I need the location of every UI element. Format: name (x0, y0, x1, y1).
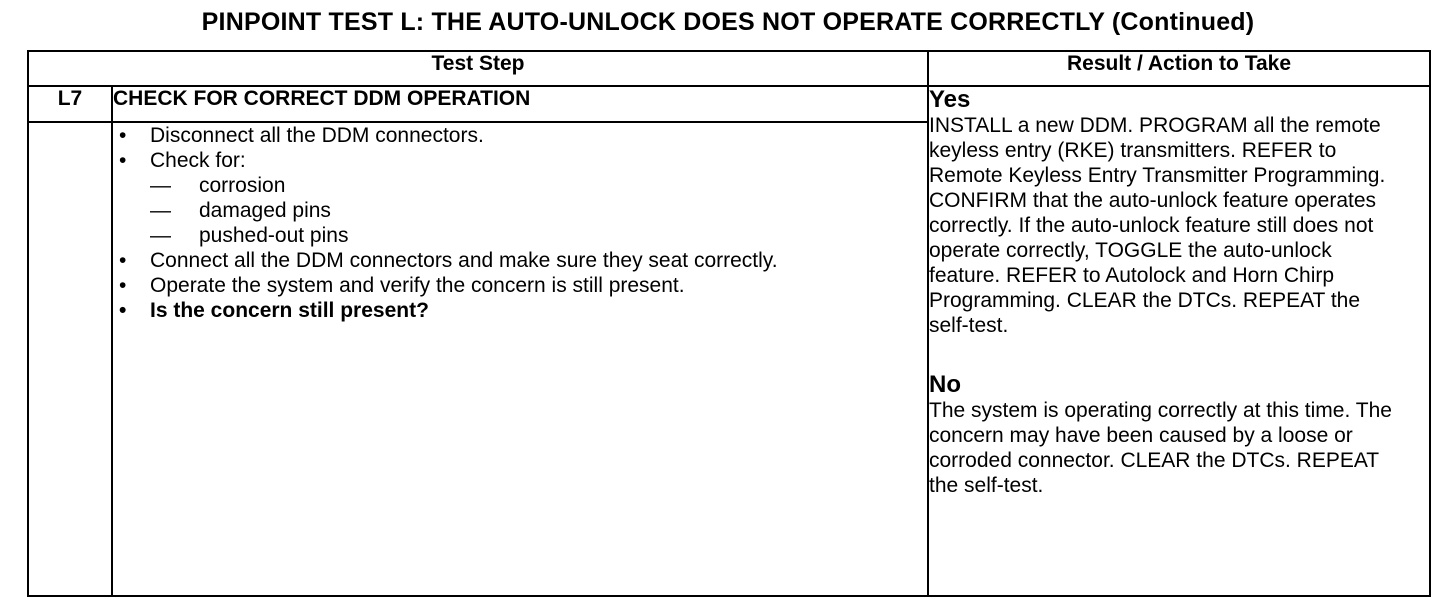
no-action-text: The system is operating correctly at this time. The concern may have been caused by a loose or corroded connector. CLEAR the DTCs. REPEAT the self-test. (929, 399, 1392, 497)
step-id-spacer (28, 122, 112, 596)
bullet-icon: • (119, 124, 127, 147)
sub-list-item: — pushed-out pins (150, 224, 349, 247)
step-title-row (28, 86, 1430, 122)
bullet-icon: • (119, 149, 127, 172)
test-step-header: Test Step (28, 51, 928, 86)
dash-icon: — (150, 199, 171, 222)
bullet-icon: • (119, 274, 127, 297)
sub-list-item: — corrosion (150, 174, 286, 197)
yes-label: Yes (929, 86, 971, 113)
yes-action-text: INSTALL a new DDM. PROGRAM all the remote keyless entry (RKE) transmitters. REFER to Remote Keyless Entry Transmitter Programming. CONFIRM that the auto-unlock feature operates correctly. If the auto-unlock feature still does not operate correctly, TOGGLE the auto-unlock feature. REFER to Autolock and Horn Chirp Programming. CLEAR the DTCs. REPEAT the self-test. (929, 114, 1386, 337)
bullet-icon: • (119, 299, 127, 322)
instruction-list (113, 123, 927, 323)
result-cell (928, 86, 1430, 596)
dash-icon: — (150, 174, 171, 197)
sub-list (150, 173, 830, 248)
step-id: L7 (28, 86, 112, 122)
list-item: • Check for: — corrosion — damaged pins — pushed-out pins (113, 148, 830, 248)
sub-list-item: — damaged pins (150, 199, 331, 222)
dash-icon: — (150, 224, 171, 247)
table-header-row (28, 51, 1430, 86)
step-title: CHECK FOR CORRECT DDM OPERATION (112, 86, 928, 122)
pinpoint-test-table (27, 50, 1431, 597)
step-instructions (112, 122, 928, 596)
question-item: • Is the concern still present? (119, 299, 429, 322)
list-item: • Connect all the DDM connectors and make sure they seat correctly. (119, 249, 778, 272)
page-title: PINPOINT TEST L: THE AUTO-UNLOCK DOES NOT OPERATE CORRECTLY (Continued) (201, 8, 1255, 36)
bullet-icon: • (119, 249, 127, 272)
list-item: • Operate the system and verify the concern is still present. (119, 274, 685, 297)
result-header: Result / Action to Take (928, 51, 1430, 86)
list-item: • Disconnect all the DDM connectors. (119, 124, 484, 147)
no-label: No (929, 371, 961, 398)
